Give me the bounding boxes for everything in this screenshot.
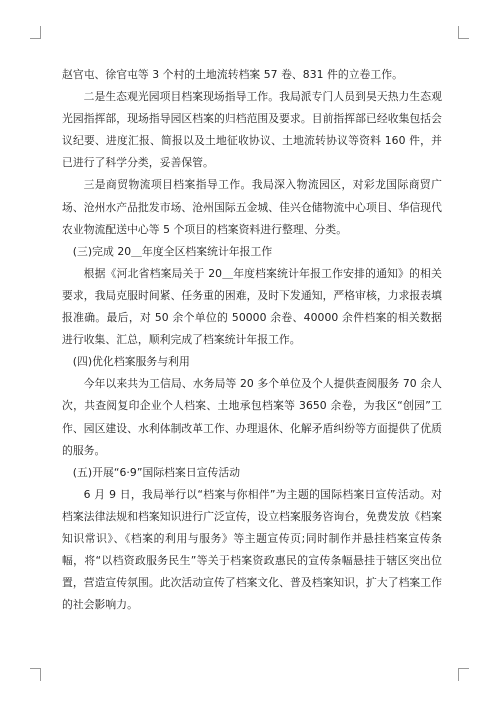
paragraph-eco-park-guidance: 二是生态观光园项目档案现场指导工作。我局派专门人员到昊天热力生态观光园指挥部，现场指导园区档案的归档范围及要求。目前指挥部已经收集包括会议纪要、进度汇报、简报以及土地征收协议、土地流转协议等资料 160 件，并已进行了科学分类，妥善保管。 bbox=[62, 90, 442, 170]
crop-mark-top-left bbox=[30, 26, 41, 39]
paragraph-archives-day: 6 月 9 日，我局举行以“档案与你相伴”为主题的国际档案日宣传活动。对档案法律法规和档案知识进行广泛宣传，设立档案服务咨询台，免费发放《档案知识常识》、《档案的利用与服务》等主题宣传页;同时制作并悬挂档案宣传条幅，将“以档资政服务民生”等关于档案资政惠民的宣传条幅悬挂于辖区突出位置，营造宣传氛围。此次活动宣传了档案文化、普及档案知识，扩大了档案工作的社会影响力。 bbox=[62, 487, 442, 612]
section-heading-archives-day: (五)开展“6·9”国际档案日宣传活动 bbox=[72, 465, 241, 479]
crop-mark-bottom-right bbox=[458, 668, 469, 681]
section-heading-annual-statistics: (三)完成 20＿年度全区档案统计年报工作 bbox=[72, 244, 273, 258]
section-heading-archive-services: (四)优化档案服务与利用 bbox=[72, 355, 190, 369]
crop-mark-bottom-left bbox=[30, 668, 41, 681]
paragraph-logistics-guidance: 三是商贸物流项目档案指导工作。我局深入物流园区，对彩龙国际商贸广场、沧州水产品批发市场、沧州国际五金城、佳兴仓储物流中心项目、华信现代农业物流配送中心等 5 个项目的档案资料进行整理、分类。 bbox=[62, 178, 442, 236]
paragraph-archive-services: 今年以来共为工信局、水务局等 20 多个单位及个人提供查阅服务 70 余人次，共查阅复印企业个人档案、土地承包档案等 3650 余卷，为我区“创园”工作、园区建设、水利体制改革工作、办理退休、化解矛盾纠纷等方面提供了优质的服务。 bbox=[62, 377, 442, 457]
document-body bbox=[62, 64, 442, 616]
crop-mark-top-right bbox=[458, 26, 469, 39]
paragraph-annual-statistics: 根据《河北省档案局关于 20＿年度档案统计年报工作安排的通知》的相关要求，我局克服时间紧、任务重的困难，及时下发通知，严格审核，力求报表填报准确。最后，对 50 余个单位的 50000 余卷、40000 余件档案的相关数据进行收集、汇总，顺利完成了档案统计年报工作。 bbox=[62, 266, 442, 347]
paragraph-land-transfer-archives: 赵官屯、徐官屯等 3 个村的土地流转档案 57 卷、831 件的立卷工作。 bbox=[62, 68, 403, 81]
